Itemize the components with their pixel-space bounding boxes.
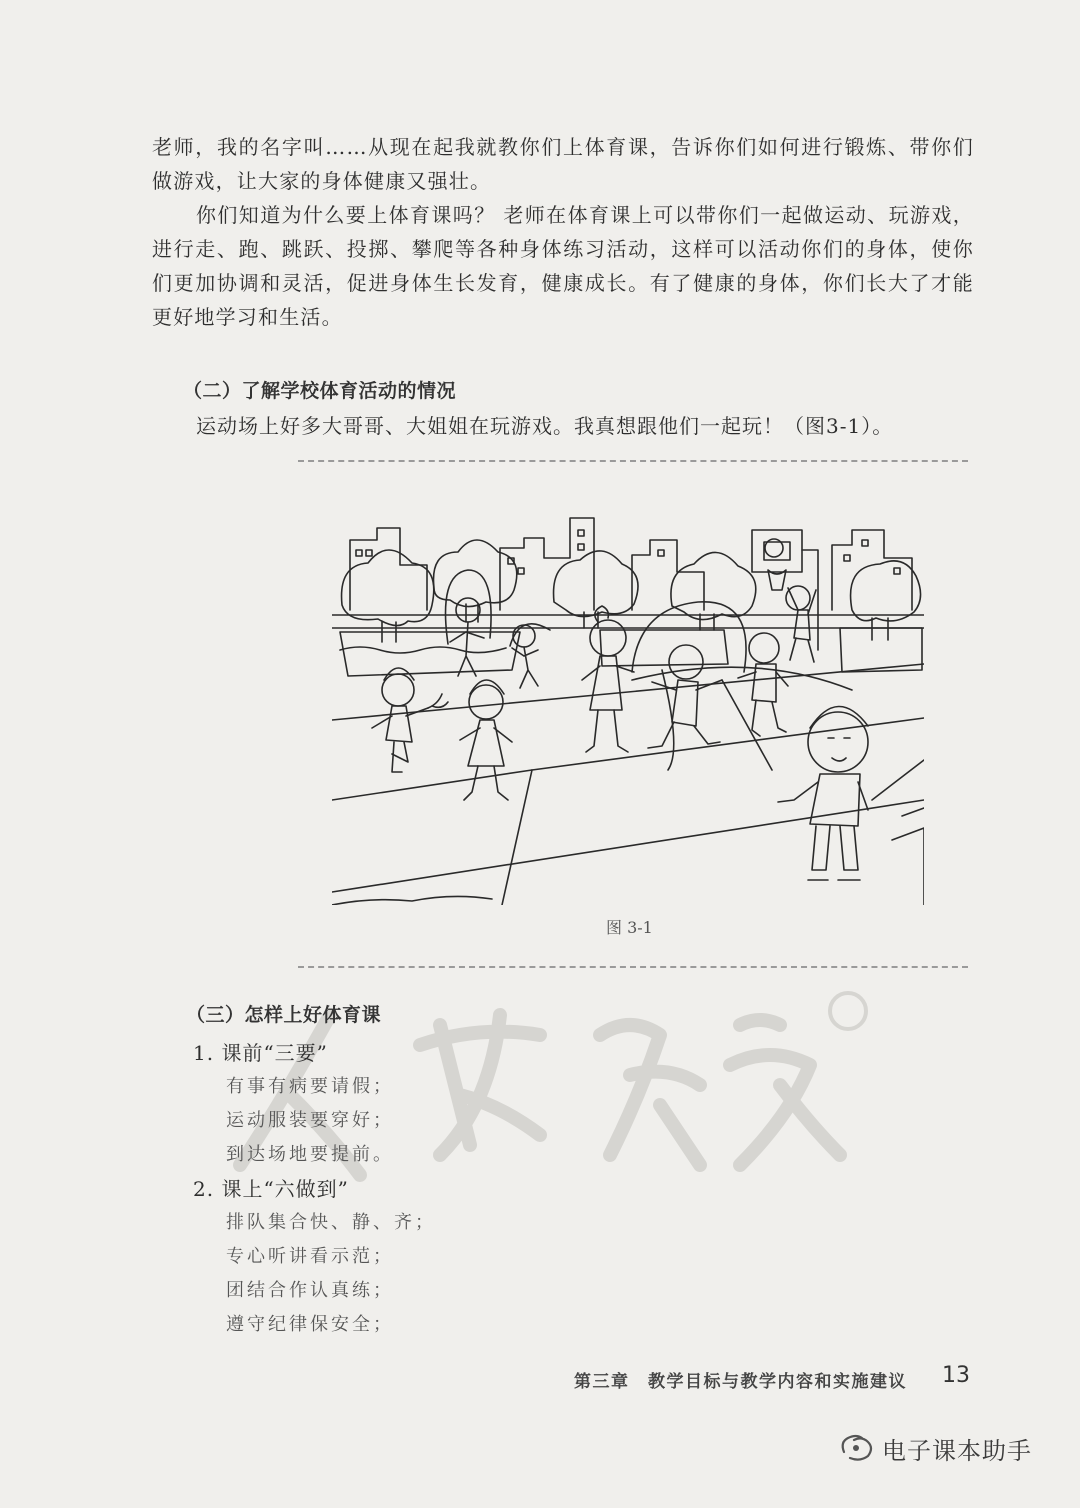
list-item-line: 运动服装要穿好；: [226, 1110, 394, 1131]
section-heading-3: （三）怎样上好体育课: [186, 1004, 382, 1026]
body-paragraph-2: 你们知道为什么要上体育课吗？ 老师在体育课上可以带你们一起做运动、玩游戏，进行走、跑、跳跃、投掷、攀爬等各种身体练习活动，这样可以活动你们的身体，使你们更加协调和灵活，促进身体生长发育，健康成长。有了健康的身体，你们长大了才能更好地学习和生活。: [152, 203, 974, 329]
list-item-line: 到达场地要提前。: [226, 1144, 394, 1165]
section-intro-text: 运动场上好多大哥哥、大姐姐在玩游戏。我真想跟他们一起玩！（图3-1）。: [196, 414, 894, 438]
list-item-line: 有事有病要请假；: [226, 1076, 394, 1097]
wechat-official-account-icon: [838, 1432, 874, 1464]
account-name: 电子课本助手: [882, 1436, 1032, 1465]
list-item-line: 团结合作认真练；: [226, 1280, 394, 1301]
chapter-footer: 第三章 教学目标与教学内容和实施建议: [574, 1372, 907, 1392]
dashed-divider-bottom: [298, 966, 968, 968]
list-item-title-1: 1. 课前“三要”: [193, 1041, 328, 1065]
section-heading-2: （二）了解学校体育活动的情况: [183, 380, 457, 402]
list-item-title-2: 2. 课上“六做到”: [193, 1177, 349, 1201]
list-item-line: 专心听讲看示范；: [226, 1246, 394, 1267]
figure-caption: 图 3-1: [606, 918, 653, 937]
account-branding: [838, 1428, 1032, 1468]
list-item-line: 遵守纪律保安全；: [226, 1314, 394, 1335]
playground-illustration: [332, 510, 924, 905]
list-item-line: 排队集合快、静、齐；: [226, 1212, 436, 1233]
body-paragraph-1: 老师，我的名字叫……从现在起我就教你们上体育课，告诉你们如何进行锻炼、带你们做游戏，让大家的身体健康又强壮。: [152, 135, 974, 193]
page-number: 13: [942, 1363, 970, 1388]
dashed-divider-top: [298, 460, 968, 462]
